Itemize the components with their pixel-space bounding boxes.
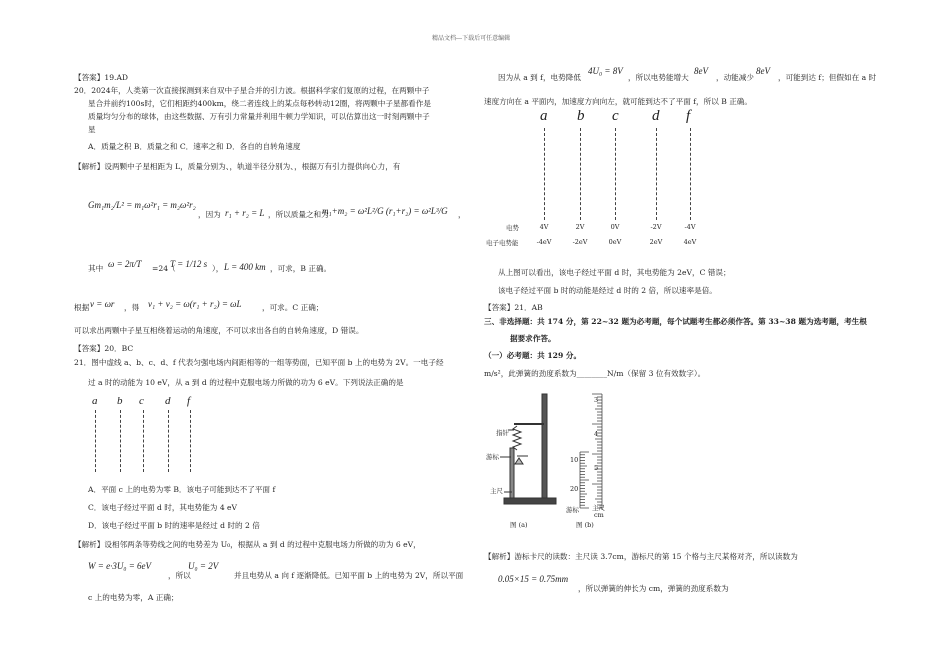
equation-omega: ω = 2π/T	[108, 259, 142, 269]
fig2-label-a: a	[540, 108, 548, 124]
r-equation-8ev-2: 8eV	[756, 66, 770, 76]
fig3-tick-10: 10	[570, 456, 579, 464]
r-line1-text1: 因为从 a 到 f，电势降低	[498, 73, 581, 82]
equation-work: W = e·3U₀ = 6eV	[88, 561, 152, 571]
explanation-20-end: 可以求出两颗中子星互相绕着运动的角速度，不可以求出各自的自转角速度，D 错误。	[74, 326, 364, 335]
option-d: D．该电子经过平面 b 时的速率是经过 d 时的 2 倍	[88, 521, 260, 530]
fig3-pointer-label: 指针	[496, 429, 509, 437]
fig1-line-f	[190, 410, 191, 472]
fig2-label-b: b	[577, 108, 585, 124]
section3-line2: 据要求作答。	[510, 334, 556, 343]
q20-line2: 星合并前约100s时，它们相距约400km，绕二者连线上的某点每秒转动12圈，将两颗中子星都看作是	[88, 99, 431, 108]
r-line1-text2: ，所以电势能增大	[628, 73, 689, 82]
text-close: ），	[212, 264, 224, 273]
fig3-tick-4: 4	[594, 430, 599, 438]
text-get: ，得	[124, 303, 140, 312]
fig2-label-f: f	[686, 108, 691, 124]
q20-line4: 星	[88, 125, 96, 134]
equation-v: v = ωr	[90, 299, 115, 309]
equation-velocity-sum: v₁ + v₂ = ω(r₁ + r₂) = ωL	[148, 299, 242, 309]
row-potential-label: 电势	[506, 224, 519, 232]
fig1-label-a: a	[92, 395, 98, 407]
explanation-20: 【解析】设两颗中子星相距为 L，质量分别为、，轨道半径分别为、，根据万有引力提供向心力，有	[74, 162, 401, 171]
energy-f: 4eV	[683, 238, 697, 246]
r-equation-8ev-1: 8eV	[694, 66, 708, 76]
fig2-line-a	[544, 128, 545, 220]
r-line2: 速度方向在 a 平面内，加速度方向向左，就可能到达不了平面 f，所以 B 正确。	[484, 97, 752, 106]
fig2-label-c: c	[612, 108, 619, 124]
spring-question-line: m/s²，此弹簧的劲度系数为________N/m（保留 3 位有效数字）。	[484, 369, 706, 378]
q21-line2: 过 a 时的动能为 10 eV，从 a 到 d 的过程中克服电场力所做的功为 6 eV。下列说法正确的是	[88, 378, 404, 387]
fig3-mainscale-label: 主尺	[592, 504, 605, 512]
text-b-correct: ，可求，B 正确。	[270, 264, 332, 273]
answer-19: 【答案】19.AD	[74, 73, 129, 82]
fig2-line-c	[615, 128, 616, 220]
text-according: 根据	[74, 303, 90, 312]
text-spring-extension: ，所以弹簧的伸长为 cm，弹簧的劲度系数为	[578, 584, 729, 593]
r-line1-text4: ，可能到达 f；但假如在 a 时	[778, 73, 877, 82]
equation-gravity: Gm₁m₂/L² = m₁ω²r₁ = m₂ω²r₂	[88, 200, 196, 210]
fig1-line-a	[95, 410, 96, 472]
equation-distance: L = 400 km	[224, 262, 266, 272]
fig2-line-f	[690, 128, 691, 220]
equation-u0: U₀ = 2V	[188, 561, 219, 571]
fig1-label-c: c	[139, 395, 144, 407]
fig3-vernier-label: 游标	[486, 453, 499, 461]
r-line1-text3: ，动能减少	[716, 73, 754, 82]
text-24: =24（	[152, 264, 176, 273]
explanation-21-end: c 上的电势为零，A 正确；	[88, 593, 179, 602]
fig3-cm-label: cm	[594, 511, 604, 519]
fig2-label-d: d	[652, 108, 660, 124]
potential-b: 2V	[575, 223, 585, 231]
equation-mass-sum: m₁+m₂ = ω²L²/G (r₁+r₂) = ω²L³/G	[322, 206, 448, 216]
fig3-tick-20: 20	[570, 485, 579, 493]
answer-21: 【答案】21．AB	[484, 303, 543, 312]
fig1-label-b: b	[117, 395, 123, 407]
q20-options: A．质量之积 B．质量之和 C．速率之和 D．各自的自转角速度	[88, 142, 301, 151]
text-so: ，所以	[168, 571, 191, 580]
text-comma: ，	[458, 210, 466, 219]
q21-line1: 21．图中虚线 a、b、c、d、f 代表匀强电场内间距相等的一组等势面，已知平面 b 上的电势为 2V。一电子经	[74, 358, 444, 367]
r-equation-4u0: 4U₀ = 8V	[588, 66, 623, 76]
equation-period: T = 1/12 s	[170, 259, 208, 269]
ruler-bar	[510, 448, 514, 498]
stand-base	[504, 498, 556, 504]
page-header: 精品文档---下载后可任意编辑	[432, 35, 511, 42]
option-a-b: A．平面 c 上的电势为零 B．该电子可能到达不了平面 f	[88, 485, 276, 494]
stand-pole	[542, 394, 547, 504]
fig1-label-d: d	[165, 395, 171, 407]
explanation-21: 【解析】设相邻两条等势线之间的电势差为 U₀，根据从 a 到 d 的过程中克服电场力所做的功为 6 eV，	[74, 540, 421, 549]
answer-20: 【答案】20．BC	[74, 344, 134, 353]
fig1-line-b	[120, 410, 121, 472]
option-c: C．该电子经过平面 d 时，其电势能为 4 eV	[88, 503, 238, 512]
q20-line3: 质量均匀分布的球体，由这些数据、万有引力常量并利用牛顿力学知识，可以估算出这一时刻两颗中子	[88, 112, 430, 121]
energy-b: -2eV	[572, 238, 588, 246]
weight-pan	[515, 458, 523, 464]
text-potential-decrease: 并且电势从 a 向 f 逐渐降低。已知平面 b 上的电势为 2V，所以平面	[234, 571, 464, 580]
explanation-22: 【解析】游标卡尺的读数：主尺读 3.7cm，游标尺的第 15 个格与主尺某格对齐，所以读数为	[484, 552, 798, 561]
section3-line1: 三、非选择题：共 174 分，第 22~32 题为必考题，每个试题考生都必须作答。第 33~38 题为选考题，考生根	[484, 317, 867, 326]
potential-c: 0V	[610, 223, 620, 231]
text-because: ，因为	[198, 210, 221, 219]
fig1-label-f: f	[187, 395, 191, 407]
fig3-tick-3: 3	[594, 396, 599, 404]
fig3-main-label: 主尺	[490, 487, 503, 495]
r-line3: 从上图可以看出，该电子经过平面 d 时，其电势能为 2eV，C 错误；	[498, 268, 731, 277]
energy-d: 2eV	[649, 238, 663, 246]
text-mass-sum: ，所以质量之和为	[268, 210, 329, 219]
equation-radius-sum: r₁ + r₂ = L	[225, 208, 265, 218]
equation-vernier-reading: 0.05×15 = 0.75mm	[498, 574, 569, 584]
fig2-line-b	[580, 128, 581, 220]
fig3-tick-5: 5	[594, 464, 599, 472]
row-energy-label: 电子电势能	[486, 239, 519, 247]
figure-vernier-scale	[560, 390, 620, 512]
fig2-line-d	[656, 128, 657, 220]
fig3-caption-a: 图 (a)	[510, 521, 528, 529]
q20-line1: 20．2024年，人类第一次直接探测到来自双中子星合并的引力波。根据科学家们复原的过程，在两颗中子	[74, 86, 430, 95]
text-c-correct: ，可求。C 正确；	[262, 303, 324, 312]
fig1-line-c	[143, 410, 144, 472]
text-where: 其中	[88, 264, 104, 273]
energy-a: -4eV	[536, 238, 552, 246]
spring-coil	[513, 426, 521, 450]
energy-c: 0eV	[608, 238, 622, 246]
subsection-required: （一）必考题：共 129 分。	[484, 351, 582, 360]
potential-f: -4V	[684, 223, 696, 231]
potential-a: 4V	[539, 223, 549, 231]
potential-d: -2V	[650, 223, 662, 231]
r-line4: 该电子经过平面 b 时的动能是经过 d 时的 2 倍，所以速率是倍。	[498, 286, 717, 295]
fig1-line-d	[168, 410, 169, 472]
fig3-vernier-label-b: 游标	[566, 506, 579, 514]
fig3-caption-b: 图 (b)	[576, 521, 594, 529]
